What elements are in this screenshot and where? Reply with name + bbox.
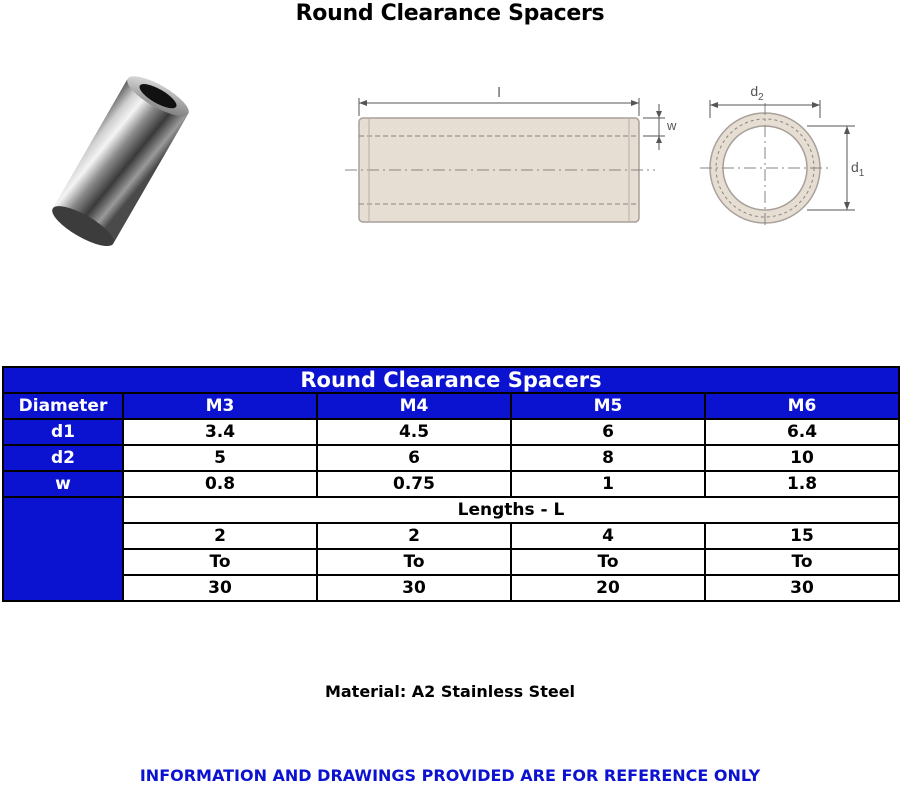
row-label: d1 <box>3 419 123 445</box>
header-m5: M5 <box>511 393 705 419</box>
table-cell: 5 <box>123 445 317 471</box>
svg-text:d1 <box>851 159 865 179</box>
lengths-side-block <box>3 497 123 601</box>
table-row-length-to <box>3 549 899 575</box>
header-diameter: Diameter <box>3 393 123 419</box>
table-cell: To <box>511 549 705 575</box>
table-cell: 2 <box>123 523 317 549</box>
table-row-d1 <box>3 419 899 445</box>
table-cell: 6.4 <box>705 419 899 445</box>
table-cell: 4 <box>511 523 705 549</box>
spec-table <box>2 366 900 602</box>
table-cell: 8 <box>511 445 705 471</box>
header-m6: M6 <box>705 393 899 419</box>
lengths-label: Lengths - L <box>123 497 899 523</box>
spacer-photo <box>30 74 210 250</box>
table-cell: 0.8 <box>123 471 317 497</box>
page-title: Round Clearance Spacers <box>295 1 605 26</box>
table-cell: 3.4 <box>123 419 317 445</box>
row-label: d2 <box>3 445 123 471</box>
table-header-row <box>3 393 899 419</box>
table-cell: To <box>705 549 899 575</box>
svg-text:d2 <box>750 83 764 103</box>
wall-label: w <box>667 118 677 133</box>
d2-subscript: 2 <box>758 92 764 103</box>
table-row-length-max <box>3 575 899 601</box>
table-cell: 1.8 <box>705 471 899 497</box>
reference-notice: INFORMATION AND DRAWINGS PROVIDED ARE FOR REFERENCE ONLY <box>139 766 761 785</box>
table-cell: To <box>123 549 317 575</box>
d2-label: d <box>750 83 759 99</box>
table-cell: 10 <box>705 445 899 471</box>
header-m4: M4 <box>317 393 511 419</box>
table-cell: 15 <box>705 523 899 549</box>
table-title-row <box>3 367 899 393</box>
d1-label: d <box>851 159 859 175</box>
table-cell: 30 <box>317 575 511 601</box>
table-cell: 0.75 <box>317 471 511 497</box>
table-cell: 2 <box>317 523 511 549</box>
table-cell: To <box>317 549 511 575</box>
table-cell: 1 <box>511 471 705 497</box>
table-cell: 4.5 <box>317 419 511 445</box>
table-row-length-min <box>3 523 899 549</box>
spacer-technical-drawing <box>345 78 875 228</box>
table-title: Round Clearance Spacers <box>3 367 899 393</box>
table-cell: 20 <box>511 575 705 601</box>
length-label: l <box>497 84 501 100</box>
table-row-d2 <box>3 445 899 471</box>
material-note: Material: A2 Stainless Steel <box>324 682 576 701</box>
d1-subscript: 1 <box>858 168 865 179</box>
table-cell: 30 <box>705 575 899 601</box>
table-cell: 6 <box>511 419 705 445</box>
table-row-lengths-label <box>3 497 899 523</box>
table-cell: 30 <box>123 575 317 601</box>
table-row-w <box>3 471 899 497</box>
table-cell: 6 <box>317 445 511 471</box>
header-m3: M3 <box>123 393 317 419</box>
row-label: w <box>3 471 123 497</box>
